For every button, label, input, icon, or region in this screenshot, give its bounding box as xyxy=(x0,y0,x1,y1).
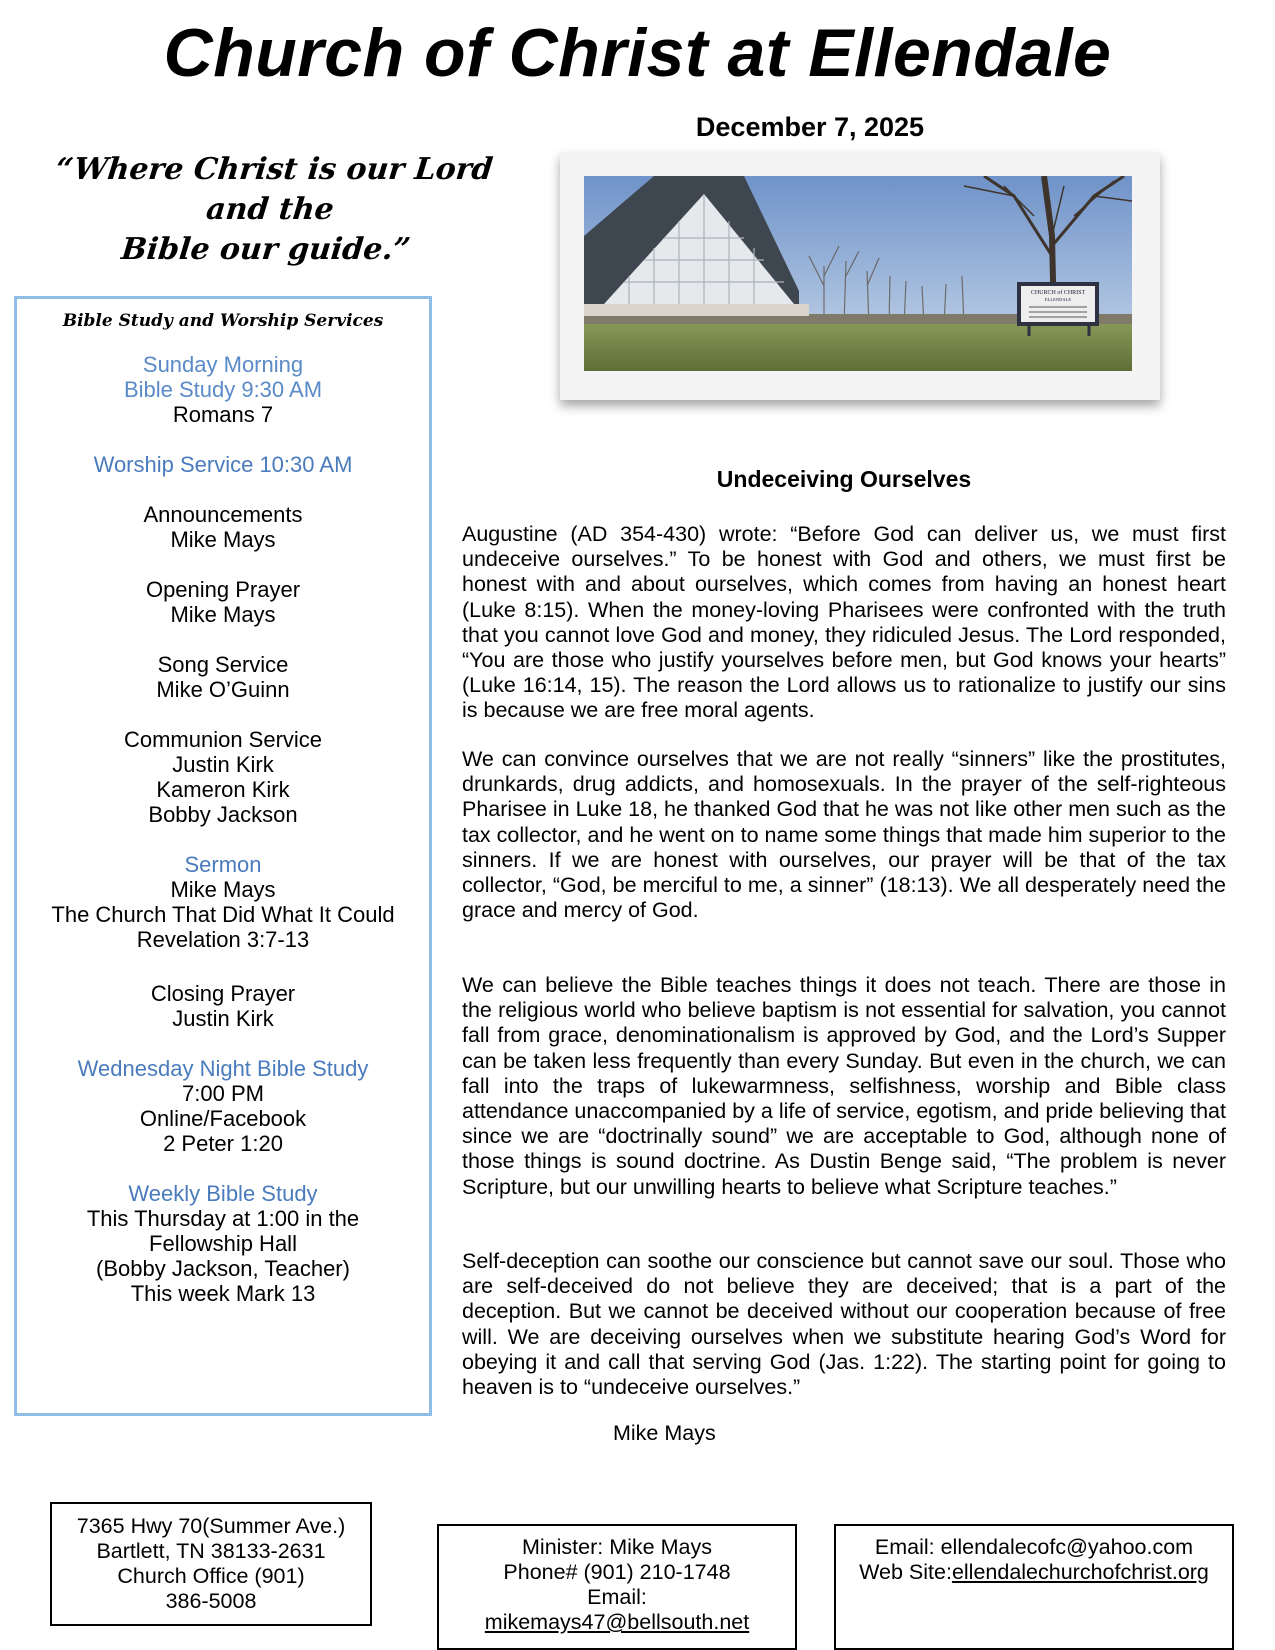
website-label: Web Site: xyxy=(859,1560,952,1584)
church-photo xyxy=(584,176,1132,371)
wednesday-study-heading: Wednesday Night Bible Study xyxy=(77,1056,369,1081)
sermon-scripture: Revelation 3:7-13 xyxy=(136,927,310,952)
opening-prayer-label: Opening Prayer xyxy=(145,577,301,602)
article-title: Undeceiving Ourselves xyxy=(716,466,972,492)
bulletin-date: December 7, 2025 xyxy=(695,112,925,142)
announcements-label: Announcements xyxy=(143,502,303,527)
website-line xyxy=(836,1560,1232,1585)
announcements-name: Mike Mays xyxy=(170,527,276,552)
office-phone-line-1: Church Office (901) xyxy=(117,1564,305,1588)
minister-phone: Phone# (901) 210-1748 xyxy=(503,1560,731,1584)
sermon-speaker: Mike Mays xyxy=(170,877,276,902)
weekly-study-time: This Thursday at 1:00 in the xyxy=(86,1206,360,1231)
article-paragraph-1: Augustine (AD 354-430) wrote: “Before God can deliver us, we must first undeceive ourselves.” To be honest with God and others, we must first be honest with and about ourselves, which comes from having an honest heart (Luke 8:15). When the money-loving Pharisees were confronted with the truth that you cannot love God and money, they ridiculed Jesus. The Lord responded, “You are those who justify yourselves before men, but God knows your hearts” (Luke 16:14, 15). The reason the Lord allows us to rationalize to justify our sins is because we are free moral agents. xyxy=(462,522,1226,723)
opening-prayer-name: Mike Mays xyxy=(170,602,276,627)
address-line-1: 7365 Hwy 70(Summer Ave.) xyxy=(76,1514,346,1538)
services-heading: Bible Study and Worship Services xyxy=(62,311,384,331)
office-phone-line-2: 386-5008 xyxy=(165,1589,257,1613)
sermon-title: The Church That Did What It Could xyxy=(51,902,395,927)
website-link[interactable]: ellendalechurchofchrist.org xyxy=(951,1560,1209,1584)
motto-line-1: “Where Christ is our Lord and the xyxy=(54,152,495,227)
motto-line-2: Bible our guide.” xyxy=(119,232,413,267)
minister-email-link[interactable]: mikemays47@bellsouth.net xyxy=(484,1610,750,1634)
church-building-illustration xyxy=(584,176,1132,371)
closing-prayer-label: Closing Prayer xyxy=(150,981,296,1006)
wednesday-scripture: 2 Peter 1:20 xyxy=(163,1131,283,1156)
article-paragraph-3: We can believe the Bible teaches things it does not teach. There are those in the religious world who believe baptism is not essential for salvation, you cannot fall from grace, denominationalism is approved by God, and the Lord’s Supper can be taken less frequently than every Sunday. But even in the church, we can fall into the traps of lukewarmness, selfishness, worship and Bible class attendance unaccompanied by a life of service, egotism, and pride believing that since we are “doctrinally sound” we are acceptable to God, although none of those things is sound doctrine. As Dustin Benge said, “The problem is never Scripture, but our unwilling hearts to believe what Scripture teaches.” xyxy=(462,973,1226,1199)
weekly-study-teacher: (Bobby Jackson, Teacher) xyxy=(96,1256,350,1281)
sunday-morning-label: Sunday Morning xyxy=(142,352,304,377)
article-author: Mike Mays xyxy=(613,1421,716,1445)
communion-name-2: Kameron Kirk xyxy=(156,777,290,802)
wednesday-location: Online/Facebook xyxy=(139,1106,307,1131)
church-email: Email: ellendalecofc@yahoo.com xyxy=(874,1535,1194,1559)
address-line-2: Bartlett, TN 38133-2631 xyxy=(96,1539,326,1563)
worship-service-heading: Worship Service 10:30 AM xyxy=(93,452,353,477)
article-paragraph-4: Self-deception can soothe our conscience but cannot save our soul. Those who are self-deceived do not believe they are deceived; that is a part of the deception. But we cannot be deceived without our cooperation because of free will. We are deceiving ourselves when we substitute hearing God’s Word for obeying it and call that serving God (Jas. 1:22). The starting point for going to heaven is to “undeceive ourselves.” xyxy=(462,1249,1226,1400)
communion-label: Communion Service xyxy=(123,727,323,752)
address-box xyxy=(50,1502,372,1626)
song-service-label: Song Service xyxy=(157,652,289,677)
motto xyxy=(34,150,507,270)
sunday-study-text: Romans 7 xyxy=(172,402,274,427)
sunday-bible-study-time: Bible Study 9:30 AM xyxy=(123,377,323,402)
sermon-heading: Sermon xyxy=(184,852,262,877)
church-title: Church of Christ at Ellendale xyxy=(163,15,1112,91)
sign-text-2: ELLENDALE xyxy=(1044,297,1072,302)
church-photo-frame xyxy=(560,152,1160,400)
minister-box xyxy=(437,1524,797,1650)
wednesday-time: 7:00 PM xyxy=(182,1081,264,1106)
sign-text-1: CHURCH of CHRIST xyxy=(1030,290,1086,296)
minister-name: Minister: Mike Mays xyxy=(522,1535,712,1559)
communion-name-1: Justin Kirk xyxy=(172,752,274,777)
weekly-study-location: Fellowship Hall xyxy=(149,1231,297,1256)
contact-box xyxy=(834,1524,1234,1650)
minister-email-label: Email: xyxy=(587,1585,647,1609)
services-sidebar xyxy=(14,296,432,1416)
song-service-name: Mike O’Guinn xyxy=(156,677,290,702)
weekly-study-text: This week Mark 13 xyxy=(130,1281,316,1306)
closing-prayer-name: Justin Kirk xyxy=(172,1006,274,1031)
weekly-study-heading: Weekly Bible Study xyxy=(128,1181,318,1206)
communion-name-3: Bobby Jackson xyxy=(148,802,298,827)
article-paragraph-2: We can convince ourselves that we are not really “sinners” like the prostitutes, drunkards, drug addicts, and homosexuals. In the prayer of the self-righteous Pharisee in Luke 18, he thanked God that he was not like other men such as the tax collector, and he went on to name some things that made him superior to the sinners. If we are honest with ourselves, our prayer will be that of the tax collector, “God, be merciful to me, a sinner” (18:13). We all desperately need the grace and mercy of God. xyxy=(462,747,1226,923)
